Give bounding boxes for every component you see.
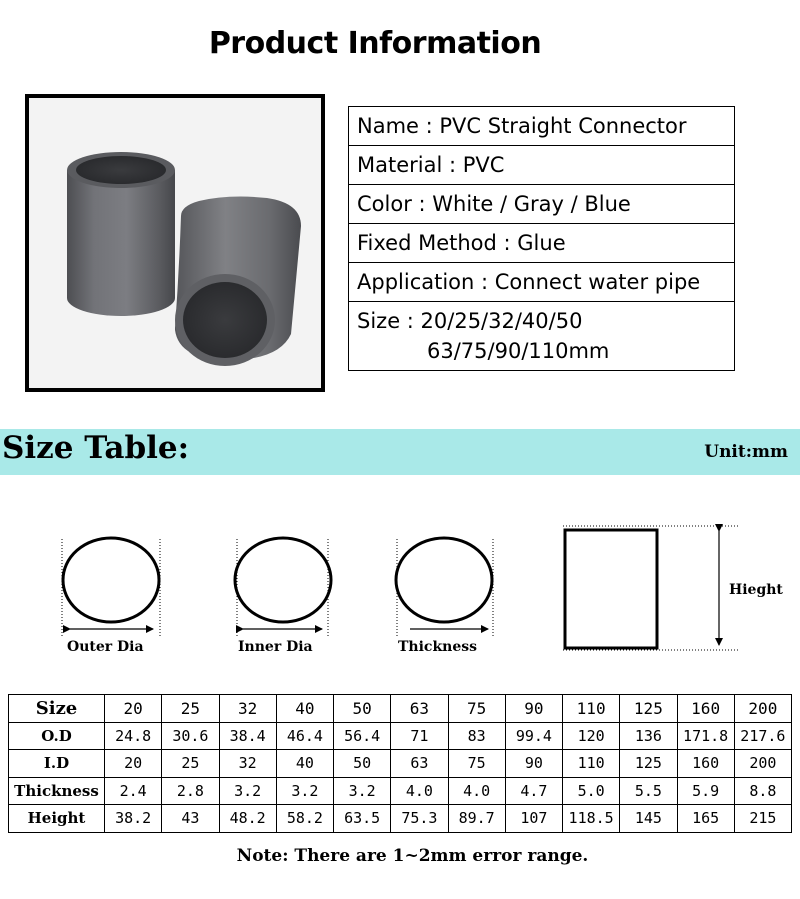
table-cell: 50 <box>334 695 391 723</box>
table-cell: 200 <box>734 750 791 778</box>
info-size-line2: 63/75/90/110mm <box>427 339 610 363</box>
row-header: O.D <box>9 722 105 750</box>
table-cell: 46.4 <box>276 722 333 750</box>
table-cell: 25 <box>162 750 219 778</box>
table-cell: 4.7 <box>505 777 562 805</box>
table-cell: 58.2 <box>276 805 333 833</box>
height-label: Hieght <box>729 582 783 598</box>
table-cell: 38.4 <box>219 722 276 750</box>
inner-dia-label: Inner Dia <box>238 639 313 655</box>
info-row-color <box>349 185 735 224</box>
row-header: Height <box>9 805 105 833</box>
inner-dia-diagram <box>235 538 331 637</box>
info-size <box>349 302 735 371</box>
table-cell: 118.5 <box>563 805 620 833</box>
info-color: Color : White / Gray / Blue <box>349 185 735 224</box>
table-row <box>9 805 792 833</box>
table-cell: 71 <box>391 722 448 750</box>
row-header: Size <box>9 695 105 723</box>
table-cell: 63 <box>391 695 448 723</box>
table-cell: 4.0 <box>448 777 505 805</box>
table-cell: 5.0 <box>563 777 620 805</box>
table-cell: 136 <box>620 722 677 750</box>
outer-dia-label: Outer Dia <box>67 639 144 655</box>
table-cell: 165 <box>677 805 734 833</box>
thickness-label: Thickness <box>398 639 477 655</box>
table-cell: 43 <box>162 805 219 833</box>
info-size-line1: Size : 20/25/32/40/50 <box>357 309 583 333</box>
table-cell: 215 <box>734 805 791 833</box>
table-cell: 40 <box>276 695 333 723</box>
table-cell: 24.8 <box>105 722 162 750</box>
info-row-name <box>349 107 735 146</box>
table-cell: 48.2 <box>219 805 276 833</box>
product-photo <box>25 94 325 392</box>
table-row <box>9 695 792 723</box>
table-cell: 200 <box>734 695 791 723</box>
table-cell: 125 <box>620 695 677 723</box>
row-header: I.D <box>9 750 105 778</box>
thickness-diagram <box>396 538 493 637</box>
table-cell: 20 <box>105 750 162 778</box>
size-table-banner <box>0 429 800 475</box>
row-header: Thickness <box>9 777 105 805</box>
info-row-fixed-method <box>349 224 735 263</box>
table-cell: 90 <box>505 695 562 723</box>
table-cell: 160 <box>677 750 734 778</box>
table-cell: 99.4 <box>505 722 562 750</box>
table-cell: 3.2 <box>276 777 333 805</box>
pvc-connector-image <box>29 98 321 388</box>
table-cell: 83 <box>448 722 505 750</box>
table-cell: 160 <box>677 695 734 723</box>
table-cell: 120 <box>563 722 620 750</box>
table-cell: 8.8 <box>734 777 791 805</box>
product-info-table <box>348 106 735 371</box>
info-fixed-method: Fixed Method : Glue <box>349 224 735 263</box>
info-material: Material : PVC <box>349 146 735 185</box>
size-table-heading: Size Table: <box>2 430 190 466</box>
table-cell: 75 <box>448 695 505 723</box>
table-row <box>9 750 792 778</box>
table-cell: 2.4 <box>105 777 162 805</box>
info-row-material <box>349 146 735 185</box>
table-cell: 171.8 <box>677 722 734 750</box>
table-cell: 3.2 <box>219 777 276 805</box>
table-cell: 32 <box>219 750 276 778</box>
size-table <box>8 694 792 833</box>
table-cell: 30.6 <box>162 722 219 750</box>
table-cell: 110 <box>563 695 620 723</box>
table-cell: 25 <box>162 695 219 723</box>
table-cell: 145 <box>620 805 677 833</box>
info-name: Name : PVC Straight Connector <box>349 107 735 146</box>
table-cell: 40 <box>276 750 333 778</box>
table-cell: 38.2 <box>105 805 162 833</box>
outer-dia-diagram <box>62 538 160 637</box>
table-cell: 2.8 <box>162 777 219 805</box>
table-cell: 56.4 <box>334 722 391 750</box>
table-cell: 63 <box>391 750 448 778</box>
table-cell: 63.5 <box>334 805 391 833</box>
table-cell: 107 <box>505 805 562 833</box>
table-row <box>9 777 792 805</box>
unit-label: Unit:mm <box>704 442 788 462</box>
height-diagram <box>563 526 740 650</box>
table-cell: 5.5 <box>620 777 677 805</box>
table-cell: 4.0 <box>391 777 448 805</box>
page-title: Product Information <box>208 26 542 61</box>
error-range-note: Note: There are 1~2mm error range. <box>236 846 589 866</box>
table-cell: 75.3 <box>391 805 448 833</box>
table-cell: 89.7 <box>448 805 505 833</box>
table-cell: 32 <box>219 695 276 723</box>
table-cell: 20 <box>105 695 162 723</box>
info-row-application <box>349 263 735 302</box>
table-cell: 3.2 <box>334 777 391 805</box>
measurement-diagrams <box>0 525 800 665</box>
table-cell: 50 <box>334 750 391 778</box>
info-row-size <box>349 302 735 371</box>
table-cell: 125 <box>620 750 677 778</box>
table-row <box>9 722 792 750</box>
table-cell: 75 <box>448 750 505 778</box>
table-cell: 217.6 <box>734 722 791 750</box>
table-cell: 110 <box>563 750 620 778</box>
table-cell: 5.9 <box>677 777 734 805</box>
table-cell: 90 <box>505 750 562 778</box>
info-application: Application : Connect water pipe <box>349 263 735 302</box>
